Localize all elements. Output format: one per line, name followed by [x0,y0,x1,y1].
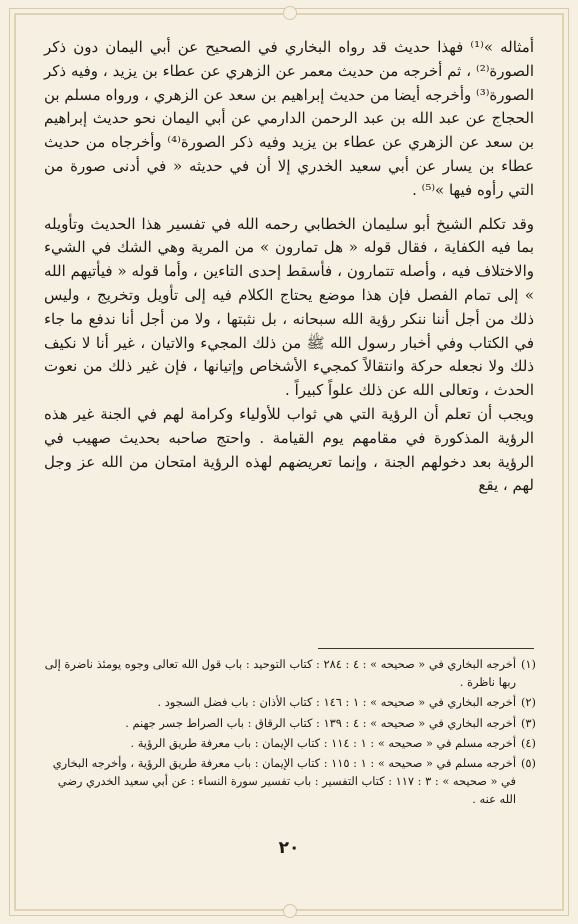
footnotes [42,655,536,811]
border-ornament-top [283,6,297,20]
footnote-separator [318,648,534,649]
main-text [44,36,534,498]
page-number: ٢٠ [278,838,300,858]
footnote-1 [42,655,536,691]
footnote-number: (٥) [520,756,536,771]
paragraph-2: وقد تكلم الشيخ أبو سليمان الخطابي رحمه الله في تفسير هذا الحديث وتأويله بما فيه الكفاية ، فقال قوله « هل تمارون » من المرية وهي الشك في الشيء والاختلاف فيه ، وأصله تتمارون ، فأسقط إحدى التاءين ، وأما قوله « فيأتيهم الله » إلى تمام الفصل فإن هذا موضع يحتاج الكلام فيه إلى تأويل وتخريج ، وليس ذلك من أجل أننا ننكر رؤية الله سبحانه ، بل نثبتها ، ولا من أجل أنا ندفع ما جاء في الكتاب وفي أخبار رسول الله ﷺ من ذلك المجيء والاتيان ، غير أنا لا نكيف ذلك ولا نجعله حركة وانتقالاً كمجيء الأشخاص وإتيانها ، فإن غير ذلك من نعوت الحدث ، وتعالى الله عن ذلك علواً كبيراً . [44,214,534,400]
footnote-5 [42,754,536,809]
footnote-text: أخرجه مسلم في « صحيحه » : ١ : ١١٥ : كتاب الإيمان : باب معرفة طريق الرؤية ، وأخرجه البخاري في « صحيحه » : ٣ : ١١٧ : كتاب التفسير : باب تفسير سورة النساء : عن أبي سعيد الخدري رضي الله عنه . [52,756,516,807]
footnote-text: أخرجه مسلم في « صحيحه » : ١ : ١١٤ : كتاب الإيمان : باب معرفة طريق الرؤية . [130,735,516,750]
footnote-4 [42,734,536,752]
footnote-number: (١) [520,657,536,671]
border-ornament-bottom [283,904,297,918]
paragraph-1: أمثاله »⁽¹⁾ فهذا حديث قد رواه البخاري في الصحيح عن أبي اليمان دون ذكر الصورة⁽²⁾ ، ثم أخرجه من حديث معمر عن الزهري عن عطاء بن يزيد ، وفيه ذكر الصورة⁽³⁾ وأخرجه أيضا من حديث إبراهيم بن سعد عن الزهري ، ورواه مسلم بن الحجاج عن عبد الله بن عبد الرحمن الدارمي عن أبي اليمان نحو حديث إبراهيم بن سعد عن الزهري عن عطاء بن يزيد وفيه ذكر الصورة⁽⁴⁾ وأخرجاه من حديث عطاء بن يسار عن أبي سعيد الخدري إلا أن في حديثه « في أدنى صورة من التي رأوه فيها »⁽⁵⁾ . [43,38,535,199]
footnote-3 [42,714,536,732]
footnote-2 [42,693,536,711]
footnote-number: (٣) [520,715,536,730]
paragraph-3: ويجب أن تعلم أن الرؤية التي هي ثواب للأولياء وكرامة لهم في الجنة غير هذه الرؤية المذكورة في مقامهم يوم القيامة . واحتج صاحبه بحديث صهيب في الرؤية بعد دخولهم الجنة ، وإنما تعريضهم لهذه الرؤية امتحان من الله عز وجل لهم ، يقع [44,404,534,495]
footnote-number: (٤) [520,735,536,750]
footnote-text: أخرجه البخاري في « صحيحه » : ٤ : ٢٨٤ : كتاب التوحيد : باب قول الله تعالى وجوه يومئذ ناضرة إلى ربها ناظرة . [44,657,516,690]
footnote-number: (٢) [520,695,536,710]
footnote-text: أخرجه البخاري في « صحيحه » : ٤ : ١٣٩ : كتاب الرقاق : باب الصراط جسر جهنم . [125,715,516,730]
footnote-text: أخرجه البخاري في « صحيحه » : ١ : ١٤٦ : كتاب الأذان : باب فضل السجود . [157,695,516,710]
